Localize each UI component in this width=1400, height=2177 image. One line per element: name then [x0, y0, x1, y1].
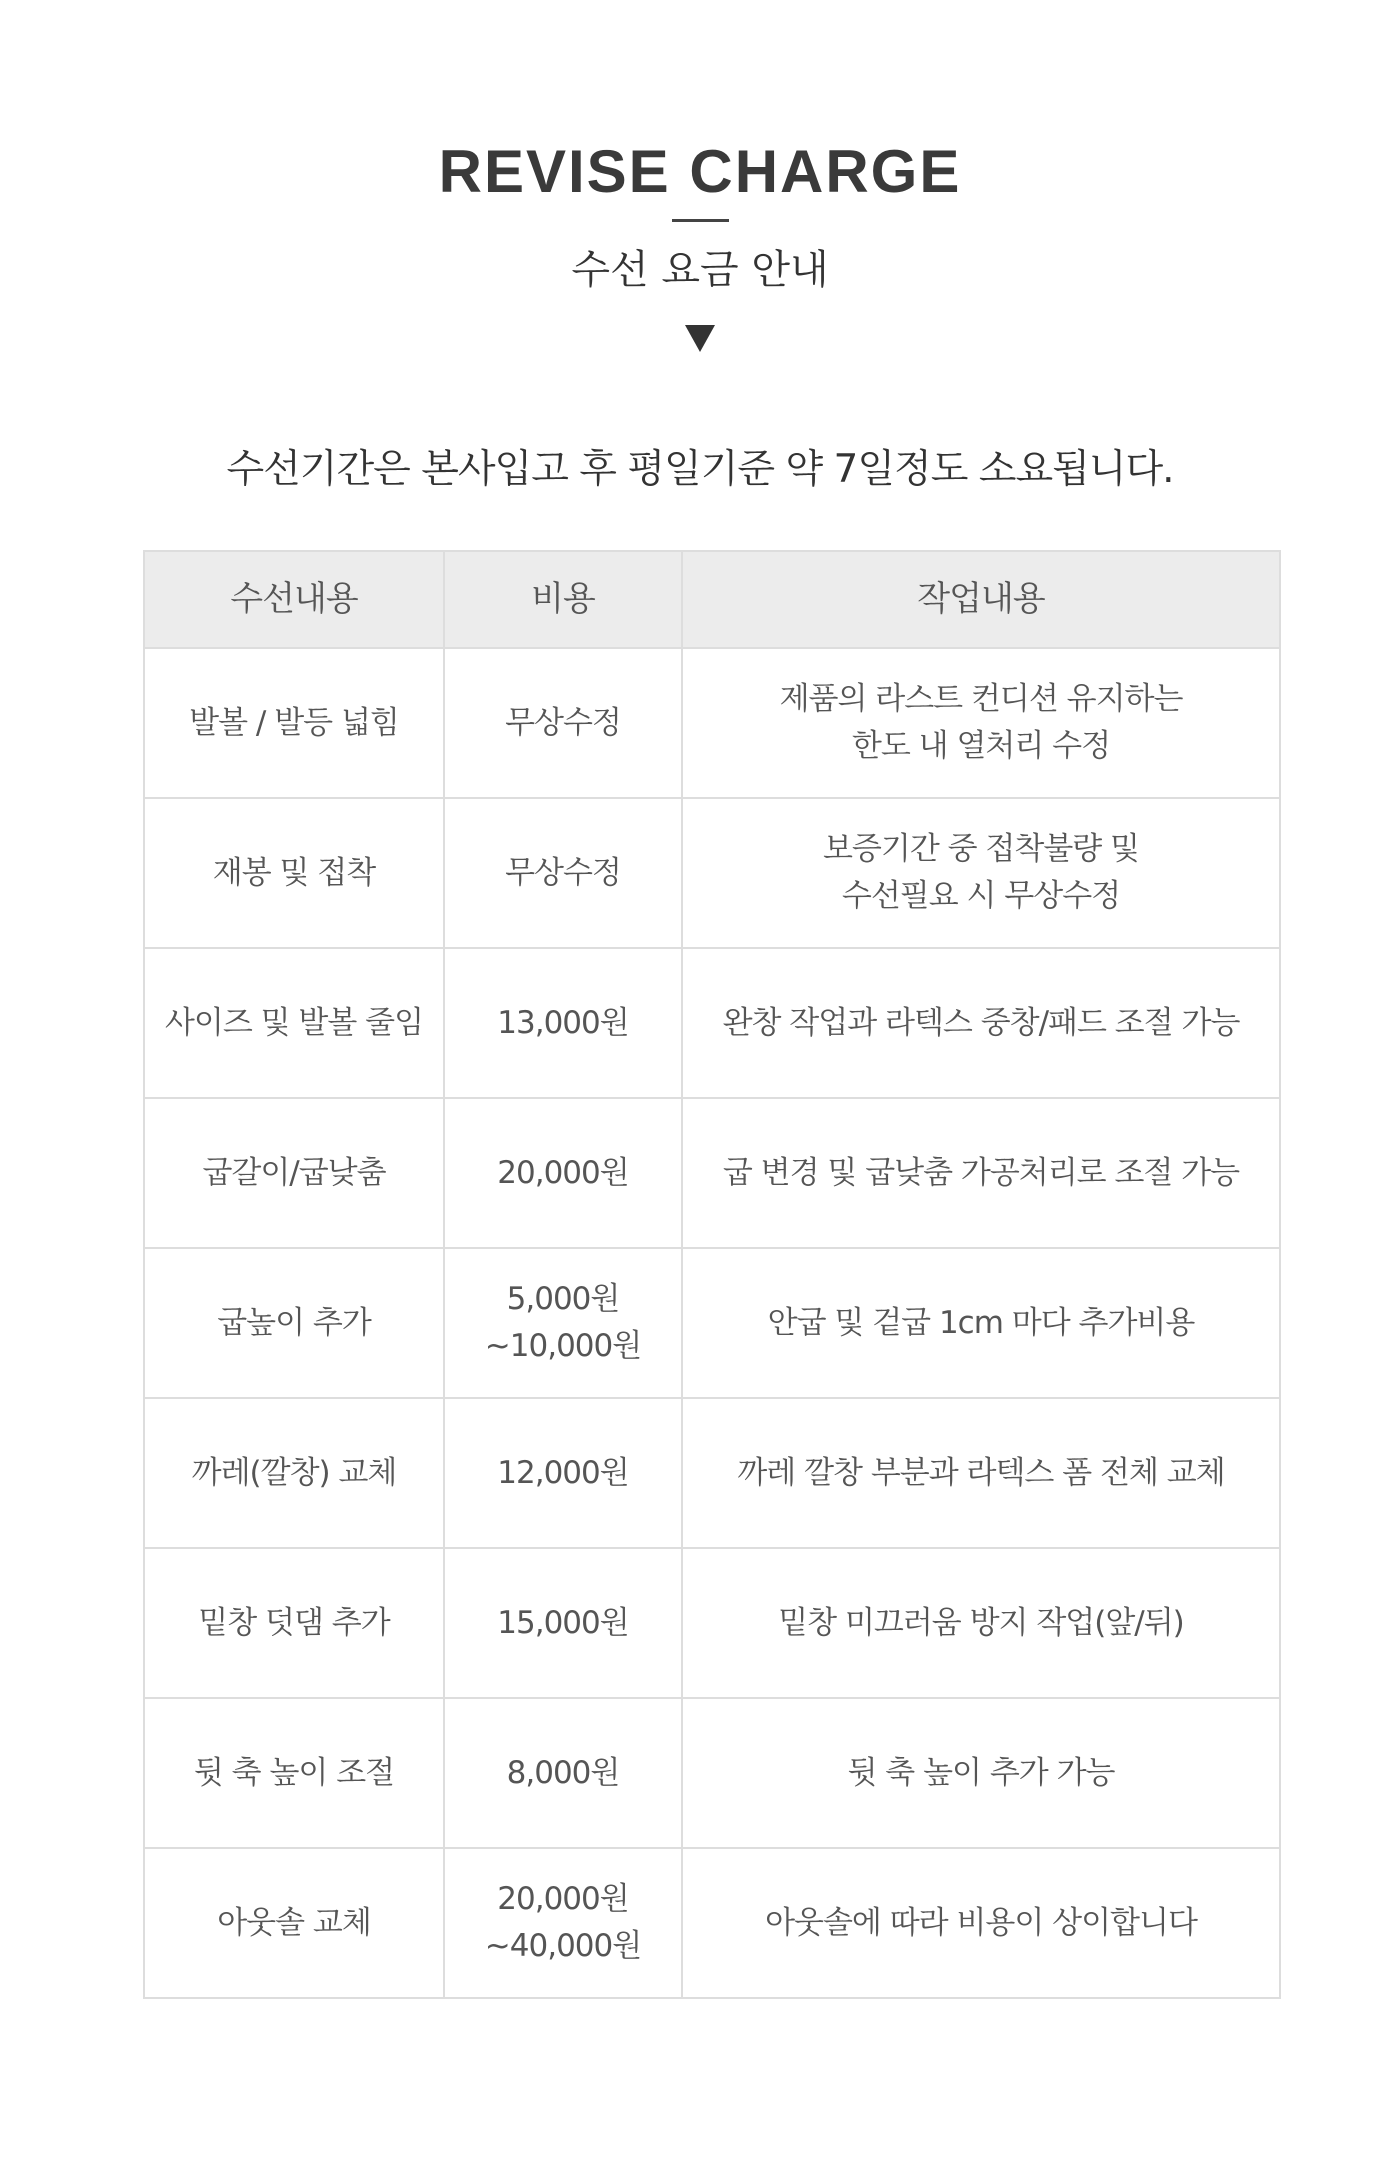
cost-line: 12,000원 — [497, 1454, 629, 1491]
cost-line: 무상수정 — [505, 704, 621, 741]
table-row — [144, 1848, 1280, 1998]
description-cell — [682, 1698, 1280, 1848]
description-cell — [682, 1848, 1280, 1998]
repair-item-cell: 발볼 / 발등 넓힘 — [144, 648, 444, 798]
repair-item-cell: 까레(깔창) 교체 — [144, 1398, 444, 1548]
description-line: 제품의 라스트 컨디션 유지하는 — [779, 681, 1183, 717]
cost-line: 13,000원 — [497, 1004, 629, 1041]
table-row — [144, 1248, 1280, 1398]
header-repair-item: 수선내용 — [144, 551, 444, 648]
cost-line: 20,000원 — [497, 1881, 629, 1917]
cost-cell — [444, 1698, 682, 1848]
repair-item-cell: 사이즈 및 발볼 줄임 — [144, 948, 444, 1098]
description-cell — [682, 1098, 1280, 1248]
cost-cell — [444, 1548, 682, 1698]
header-cost: 비용 — [444, 551, 682, 648]
description-line: 안굽 및 겉굽 1cm 마다 추가비용 — [767, 1304, 1195, 1341]
description-cell — [682, 948, 1280, 1098]
description-cell — [682, 1548, 1280, 1698]
triangle-down-icon — [685, 325, 715, 352]
repair-period-notice: 수선기간은 본사입고 후 평일기준 약 7일정도 소요됩니다. — [226, 447, 1174, 492]
cost-line: 5,000원 — [506, 1281, 620, 1317]
description-cell — [682, 1248, 1280, 1398]
page-title: REVISE CHARGE — [438, 138, 962, 205]
description-line: 굽 변경 및 굽낮춤 가공처리로 조절 가능 — [722, 1154, 1240, 1191]
cost-cell — [444, 798, 682, 948]
table-row — [144, 1698, 1280, 1848]
header-work-description: 작업내용 — [682, 551, 1280, 648]
repair-item-cell: 뒷 축 높이 조절 — [144, 1698, 444, 1848]
description-cell — [682, 648, 1280, 798]
cost-line: ~10,000원 — [484, 1328, 642, 1364]
description-line: 한도 내 열처리 수정 — [851, 728, 1111, 764]
cost-line: ~40,000원 — [484, 1928, 642, 1964]
repair-item-cell: 재봉 및 접착 — [144, 798, 444, 948]
description-cell — [682, 1398, 1280, 1548]
cost-line: 무상수정 — [505, 854, 621, 891]
description-line: 밑창 미끄러움 방지 작업(앞/뒤) — [778, 1604, 1184, 1641]
description-line: 수선필요 시 무상수정 — [841, 878, 1121, 914]
description-line: 완창 작업과 라텍스 중창/패드 조절 가능 — [722, 1004, 1240, 1041]
repair-item-cell: 굽높이 추가 — [144, 1248, 444, 1398]
cost-cell — [444, 1248, 682, 1398]
cost-cell — [444, 1398, 682, 1548]
title-divider — [672, 219, 729, 222]
repair-fee-table — [143, 550, 1281, 1999]
table-row — [144, 798, 1280, 948]
description-line: 까레 깔창 부분과 라텍스 폼 전체 교체 — [737, 1454, 1225, 1491]
cost-cell — [444, 948, 682, 1098]
repair-item-cell: 밑창 덧댐 추가 — [144, 1548, 444, 1698]
repair-item-cell: 굽갈이/굽낮춤 — [144, 1098, 444, 1248]
cost-cell — [444, 648, 682, 798]
table-row — [144, 948, 1280, 1098]
cost-cell — [444, 1848, 682, 1998]
description-line: 뒷 축 높이 추가 가능 — [847, 1754, 1115, 1791]
cost-line: 20,000원 — [497, 1154, 629, 1191]
description-cell — [682, 798, 1280, 948]
page-subtitle: 수선 요금 안내 — [571, 247, 829, 293]
table-row — [144, 648, 1280, 798]
table-row — [144, 1398, 1280, 1548]
description-line: 보증기간 중 접착불량 및 — [822, 831, 1140, 867]
cost-line: 15,000원 — [497, 1604, 629, 1641]
cost-line: 8,000원 — [506, 1754, 620, 1791]
table-row — [144, 1098, 1280, 1248]
description-line: 아웃솔에 따라 비용이 상이합니다 — [765, 1904, 1197, 1941]
repair-item-cell: 아웃솔 교체 — [144, 1848, 444, 1998]
table-row — [144, 1548, 1280, 1698]
table-header-row — [144, 551, 1280, 648]
cost-cell — [444, 1098, 682, 1248]
